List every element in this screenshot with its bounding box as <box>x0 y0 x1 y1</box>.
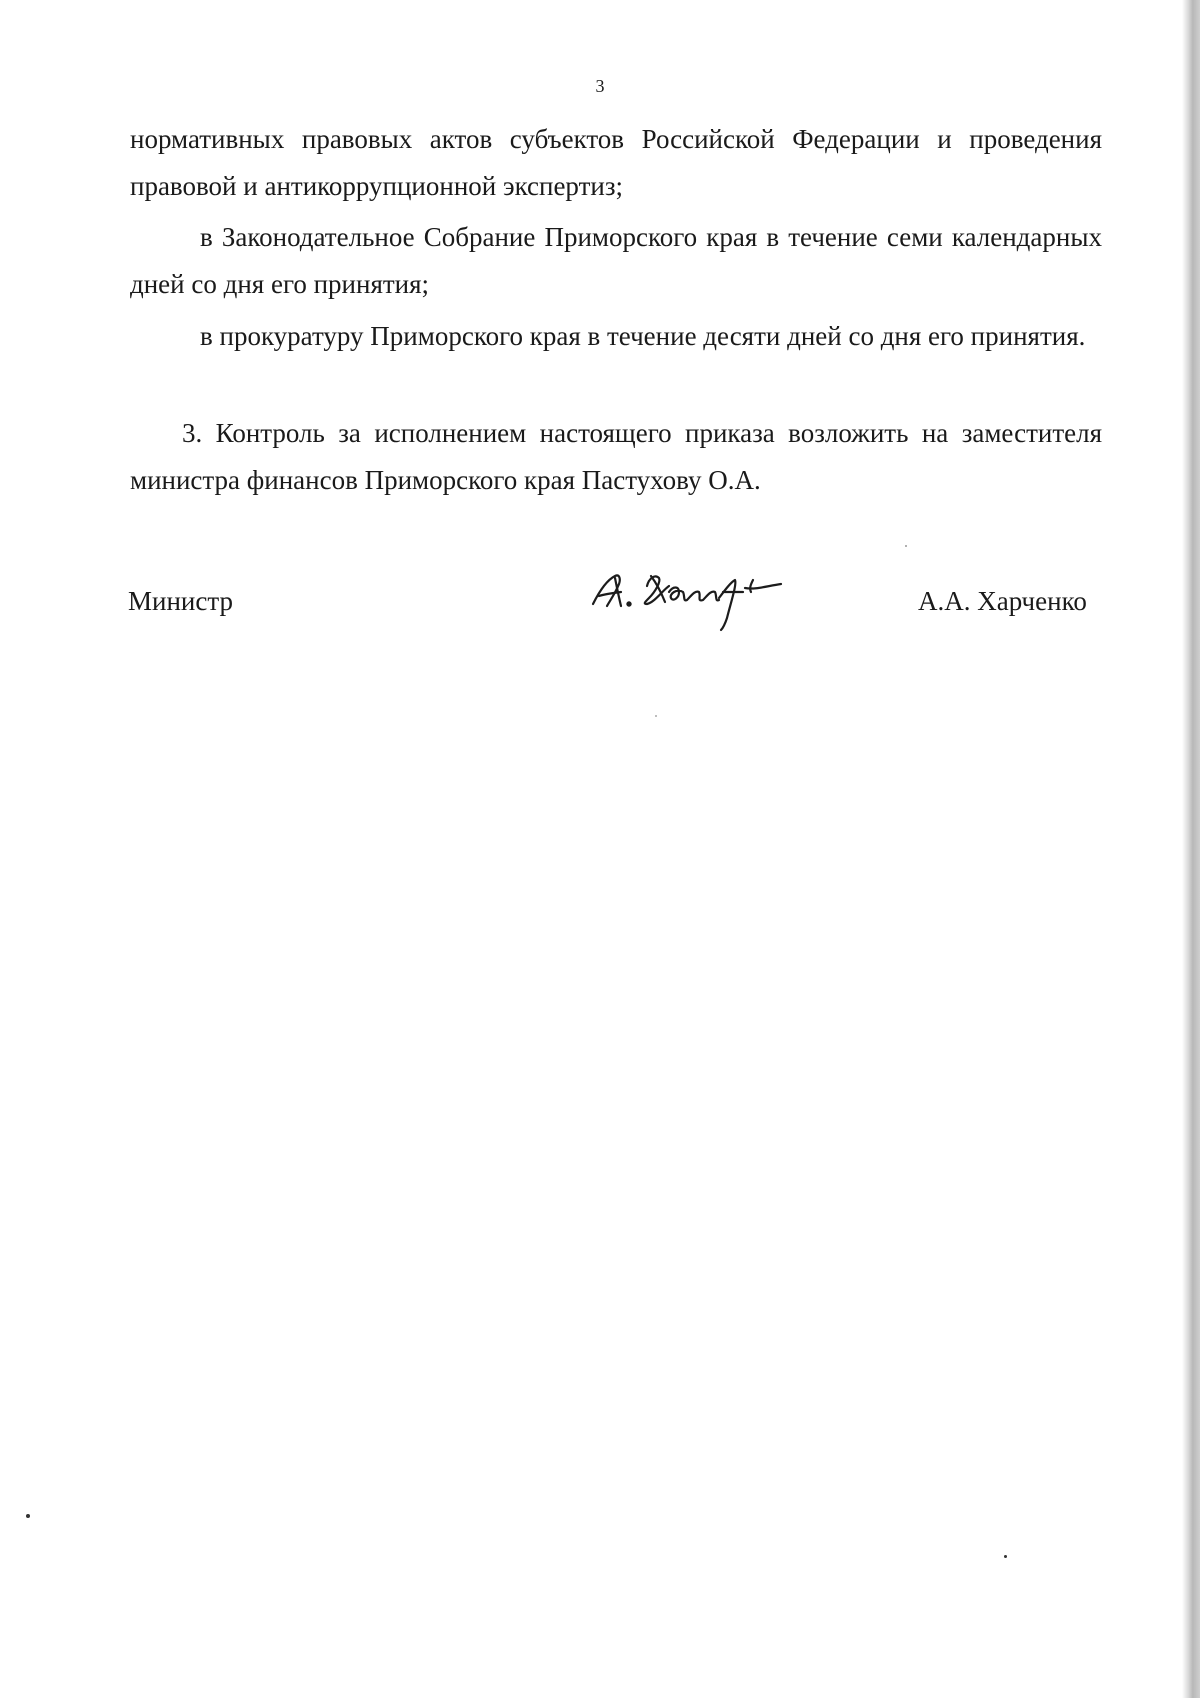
signer-name: А.А. Харченко <box>918 586 1087 616</box>
paragraph-legislative-assembly <box>130 214 1102 308</box>
paragraph-prosecutor <box>130 313 1102 360</box>
scan-speck <box>905 545 907 547</box>
signer-position: Министр <box>128 586 233 616</box>
paragraph-text: в Законодательное Собрание Приморского края в течение семи календарных дней со дня его принятия; <box>130 222 1102 299</box>
scan-speck <box>1004 1555 1007 1558</box>
paragraph-continuation <box>130 116 1102 210</box>
paragraph-text: в прокуратуру Приморского края в течение десяти дней со дня его принятия. <box>200 321 1086 351</box>
scan-speck <box>26 1514 30 1518</box>
scan-edge-shadow <box>1182 0 1200 1698</box>
page-number: 3 <box>595 76 605 96</box>
scan-speck <box>655 715 657 717</box>
paragraph-control-clause <box>130 410 1102 504</box>
paragraph-text: 3. Контроль за исполнением настоящего приказа возложить на заместителя министра финансов Приморского края Пастухову О.А. <box>130 418 1102 495</box>
handwritten-signature <box>585 562 805 642</box>
paragraph-text: нормативных правовых актов субъектов Российской Федерации и проведения правовой и антикоррупционной экспертиз; <box>130 124 1102 201</box>
